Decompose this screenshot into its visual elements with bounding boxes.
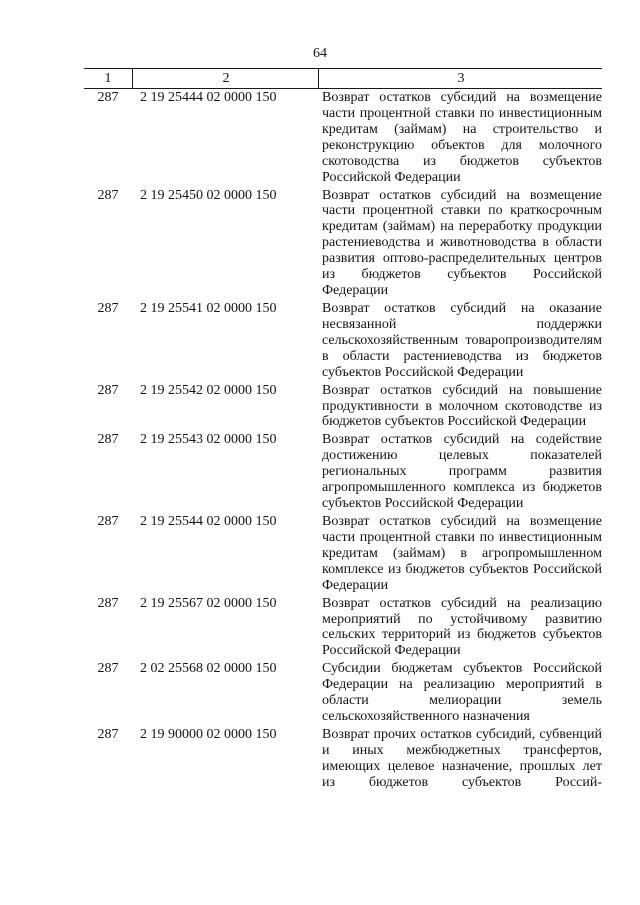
row-description: Возврат остатков субсидий на повышение продуктивности в молочном скотоводстве из бюджетов субъектов Российской Федерации	[322, 382, 602, 430]
budget-code: 2 19 25542 02 0000 150	[140, 382, 277, 398]
row-number: 287	[97, 300, 119, 316]
row-description: Возврат остатков субсидий на возмещение части процентной ставки по инвестиционным кредитам (займам) на строительство и реконструкцию объектов для молочного скотоводства из бюджетов субъектов Российской Федерации	[322, 90, 602, 185]
budget-code: 2 19 25543 02 0000 150	[140, 432, 277, 448]
budget-code: 2 19 25444 02 0000 150	[140, 90, 277, 105]
row-description: Возврат остатков субсидий на возмещение части процентной ставки по краткосрочным кредитам (займам) на переработку продукции растениеводства и животноводства в области развития оптово-распределительных центров из бюджетов субъектов Российской Федерации	[322, 187, 602, 298]
budget-code: 2 19 90000 02 0000 150	[140, 727, 277, 743]
table-row	[84, 596, 602, 660]
budget-code: 2 19 25450 02 0000 150	[140, 187, 277, 203]
row-number: 287	[97, 382, 119, 398]
table-body	[84, 90, 602, 793]
row-number: 287	[97, 727, 119, 743]
row-description: Субсидии бюджетам субъектов Российской Федерации на реализацию мероприятий в области мелиорации земель сельскохозяйственного назначения	[322, 661, 602, 725]
row-number: 287	[97, 187, 119, 203]
row-description: Возврат остатков субсидий на содействие достижению целевых показателей региональных программ развития агропромышленного комплекса из бюджетов субъектов Российской Федерации	[322, 432, 602, 512]
row-number: 287	[97, 595, 119, 611]
row-number: 287	[97, 90, 119, 105]
row-description: Возврат остатков субсидий на возмещение части процентной ставки по инвестиционным кредитам (займам) в агропромышленном комплексе из бюджетов субъектов Российской Федерации	[322, 514, 602, 593]
budget-code: 2 19 25567 02 0000 150	[140, 595, 277, 611]
table-row	[84, 383, 602, 431]
budget-code: 2 19 25541 02 0000 150	[140, 300, 277, 316]
table-row	[84, 727, 602, 791]
table-row	[84, 90, 602, 185]
table-row	[84, 432, 602, 512]
row-description: Возврат остатков субсидий на оказание несвязанной поддержки сельскохозяйственным товаропроизводителям в области растениеводства из бюджетов субъектов Российской Федерации	[322, 300, 602, 380]
table-row	[84, 301, 602, 381]
budget-code: 2 02 25568 02 0000 150	[140, 661, 277, 677]
header-col-1: 1	[104, 71, 112, 86]
row-number: 287	[97, 514, 119, 530]
row-description: Возврат прочих остатков субсидий, субвенций и иных межбюджетных трансфертов, имеющих целевое назначение, прошлых лет из бюджетов субъектов Россий-	[322, 727, 602, 790]
page-number: 64	[313, 46, 327, 61]
header-col-2: 2	[132, 69, 319, 88]
row-number: 287	[97, 432, 119, 448]
row-number: 287	[97, 661, 119, 677]
table-row	[84, 188, 602, 299]
budget-code: 2 19 25544 02 0000 150	[140, 514, 277, 530]
table-row	[84, 514, 602, 594]
table-row	[84, 661, 602, 725]
row-description: Возврат остатков субсидий на реализацию мероприятий по устойчивому развитию сельских территорий из бюджетов субъектов Российской Федерации	[322, 595, 602, 659]
table-header	[84, 68, 602, 89]
header-col-3: 3	[318, 69, 603, 88]
